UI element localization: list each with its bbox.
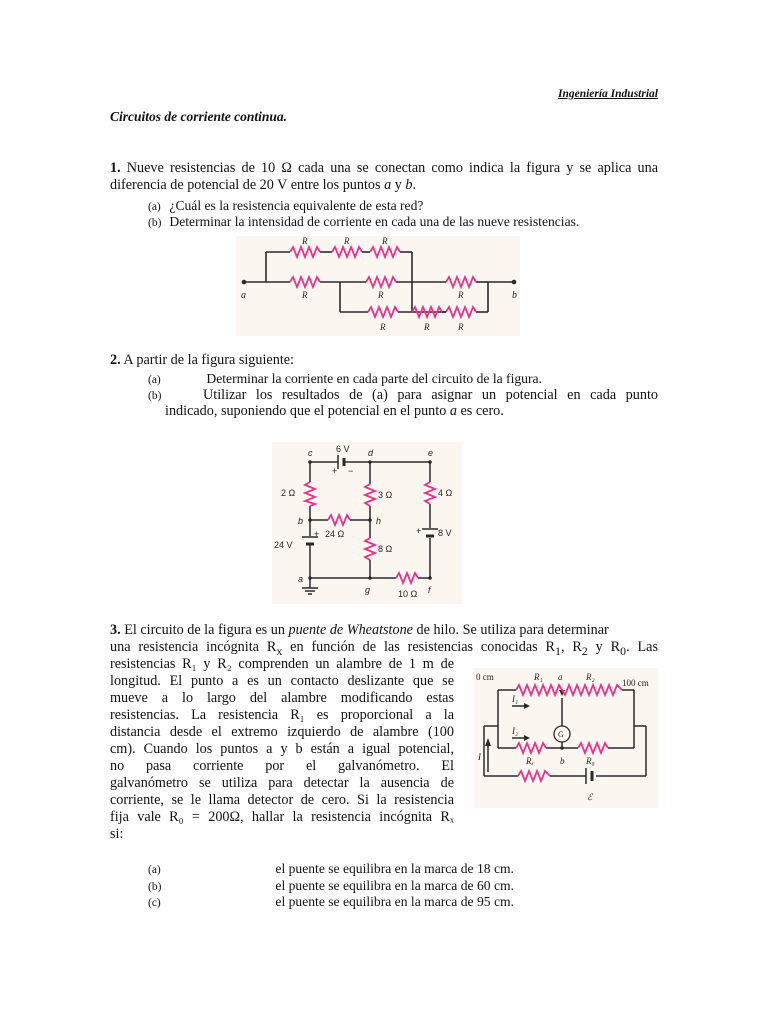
fig2-label-3ohm: 3 Ω [378,490,393,500]
fig1-r-label: R [458,290,464,300]
q3-text-line: fija vale R₀ = 200Ω, hallar la resistencia incógnita Rₓ [110,809,454,825]
fig2-label-8v: 8 V [438,528,452,538]
fig3-label-100cm: 100 cm [622,678,649,688]
q3-sub-2: 2 [581,643,588,658]
q3-text-line: resistencias R₁ y R₂ comprenden un alambre de 1 m de [110,656,454,672]
q3-sub-0: 0 [620,643,627,658]
fig1-r-label: R [378,290,384,300]
fig1-r-label: R [458,322,464,332]
fig1-r-label: R [380,322,386,332]
fig1-r-label: R [302,290,308,300]
question-1-text [110,160,658,194]
q2-part-a-label: (a) [148,374,161,386]
q1-part-b [148,213,579,232]
fig2-label-6v: 6 V [336,444,350,454]
fig2-point-e: e [428,448,434,458]
fig3-label-rx: Rₓ [526,756,535,766]
q2-var-a: a [449,403,457,419]
q3-text-line: longitud. El punto a es un contacto deslizante que se [110,673,454,689]
fig3-label-r1: R₁ [534,672,543,682]
q3-line2-post2: , R [560,639,582,655]
q3-line2-post: en función de las resistencias conocidas R [282,639,556,655]
q3-sub-1: 1 [555,643,561,658]
fig2-label-24v: 24 V [274,540,293,550]
q3-line2-pre: una resistencia incógnita R [110,639,277,655]
q2-part-b-text-1: Utilizar los resultados de (a) para asignar un potencial en cada punto [203,387,658,403]
q1-and: y [394,177,402,193]
q3-part-c-text: el puente se equilibra en la marca de 95 cm. [275,894,514,909]
fig2-point-g: g [365,585,371,595]
fig2-point-f: f [428,585,431,595]
q1-part-a-text: ¿Cuál es la resistencia equivalente de esta red? [169,198,424,213]
question-3-wrapped-text [110,656,454,843]
fig1-r-label: R [302,236,308,246]
q3-part-a-text: el puente se equilibra en la marca de 18 cm. [275,861,514,876]
fig3-label-b: b [560,756,565,766]
figure-3-wheatstone-bridge [474,668,658,808]
q2-part-b-text-3: es cero. [460,403,504,419]
fig2-minus: − [348,466,354,476]
q3-part-b-text: el puente se equilibra en la marca de 60 cm. [275,878,514,893]
fig2-plus: + [416,526,422,536]
q3-text-line: distancia desde el extremo izquierdo de alambre (100 [110,724,454,740]
question-3-number: 3. [110,622,121,638]
q1-var-a: a [384,177,392,193]
fig1-r-label: R [344,236,350,246]
q3-text-line: si: [110,826,124,842]
q3-line1-pre: El circuito de la figura es un [124,622,289,638]
q3-part-a-label: (a) [148,864,161,876]
q3-text-line: galvanómetro se utiliza para detectar la ausencia de [110,775,454,791]
q2-part-b-label: (b) [148,390,162,402]
q3-text-line: corriente, se le llama detector de cero. Si la resistencia [110,792,454,808]
course-header: Ingeniería Industrial [557,88,658,100]
question-1-body: Nueve resistencias de 10 Ω cada una se conectan como indica la figura y se aplica una diferencia de potencial de 20 V entre los puntos [110,160,659,193]
q2-part-b-text-2: indicado, suponiendo que el potencial en el punto [165,403,447,419]
q1-part-a-label: (a) [148,201,161,213]
q1-part-b-label: (b) [148,217,162,229]
page-title: Circuitos de corriente continua. [110,109,288,124]
fig3-label-r0: R₀ [586,756,595,766]
q3-text-line: no pasa corriente por el galvanómetro. El [110,758,454,774]
fig3-galvanometer-g: G [558,730,564,739]
question-2-text [110,352,294,369]
fig2-label-24ohm: 24 Ω [325,529,345,539]
q2-part-a-text: Determinar la corriente en cada parte del circuito de la figura. [206,371,542,386]
question-3-line-1 [110,622,658,639]
figure-1-resistor-network [236,236,520,336]
figure-2-circuit [272,442,462,604]
fig2-point-h: h [376,516,382,526]
fig3-label-i: I [478,752,481,762]
q3-line2-post3: y R [587,639,621,655]
fig3-label-r2: R₂ [586,672,595,682]
q1-var-b: b [405,177,413,193]
question-2-body: A partir de la figura siguiente: [123,352,294,368]
fig2-point-a: a [298,574,304,584]
fig2-plus: + [332,466,338,476]
fig1-point-a: a [241,290,246,301]
fig1-point-b: b [512,290,517,301]
q3-line2-post4: . Las [626,639,658,655]
q3-sub-x: x [276,643,283,658]
fig1-r-label: R [424,322,430,332]
fig2-point-c: c [308,448,313,458]
fig2-label-2ohm: 2 Ω [281,488,296,498]
question-2-number: 2. [110,352,121,368]
fig2-point-d: d [368,448,374,458]
q2-part-b-cont [165,403,504,420]
q3-text-line: mueve a lo largo del alambre modificando estas [110,690,454,706]
q3-part-c-label: (c) [148,897,161,909]
q1-part-b-text: Determinar la intensidad de corriente en cada una de las nueve resistencias. [169,214,580,229]
q3-part-b-label: (b) [148,881,162,893]
fig3-label-0cm: 0 cm [476,672,494,682]
fig3-label-emf: ℰ [587,792,593,802]
fig2-plus: + [314,529,320,539]
q3-line1-post: de hilo. Se utiliza para determinar [412,622,609,638]
fig3-label-i2: I₂ [512,726,519,736]
q3-text-line: resistencias. La resistencia R₁ es proporcional a la [110,707,454,723]
q3-text-line: cm). Cuando los puntos a y b están a igual potencial, [110,741,454,757]
fig2-label-4ohm: 4 Ω [438,488,453,498]
q3-wheatstone: puente de Wheatstone [288,622,413,638]
fig3-label-i1: I₁ [512,694,519,704]
fig2-point-b: b [298,516,304,526]
fig3-label-a: a [558,672,563,682]
question-1-number: 1. [110,160,121,176]
q3-part-c [148,893,514,912]
q1-end: . [412,177,417,193]
fig2-label-10ohm: 10 Ω [398,589,418,599]
fig2-label-8ohm: 8 Ω [378,544,393,554]
fig1-r-label: R [382,236,388,246]
